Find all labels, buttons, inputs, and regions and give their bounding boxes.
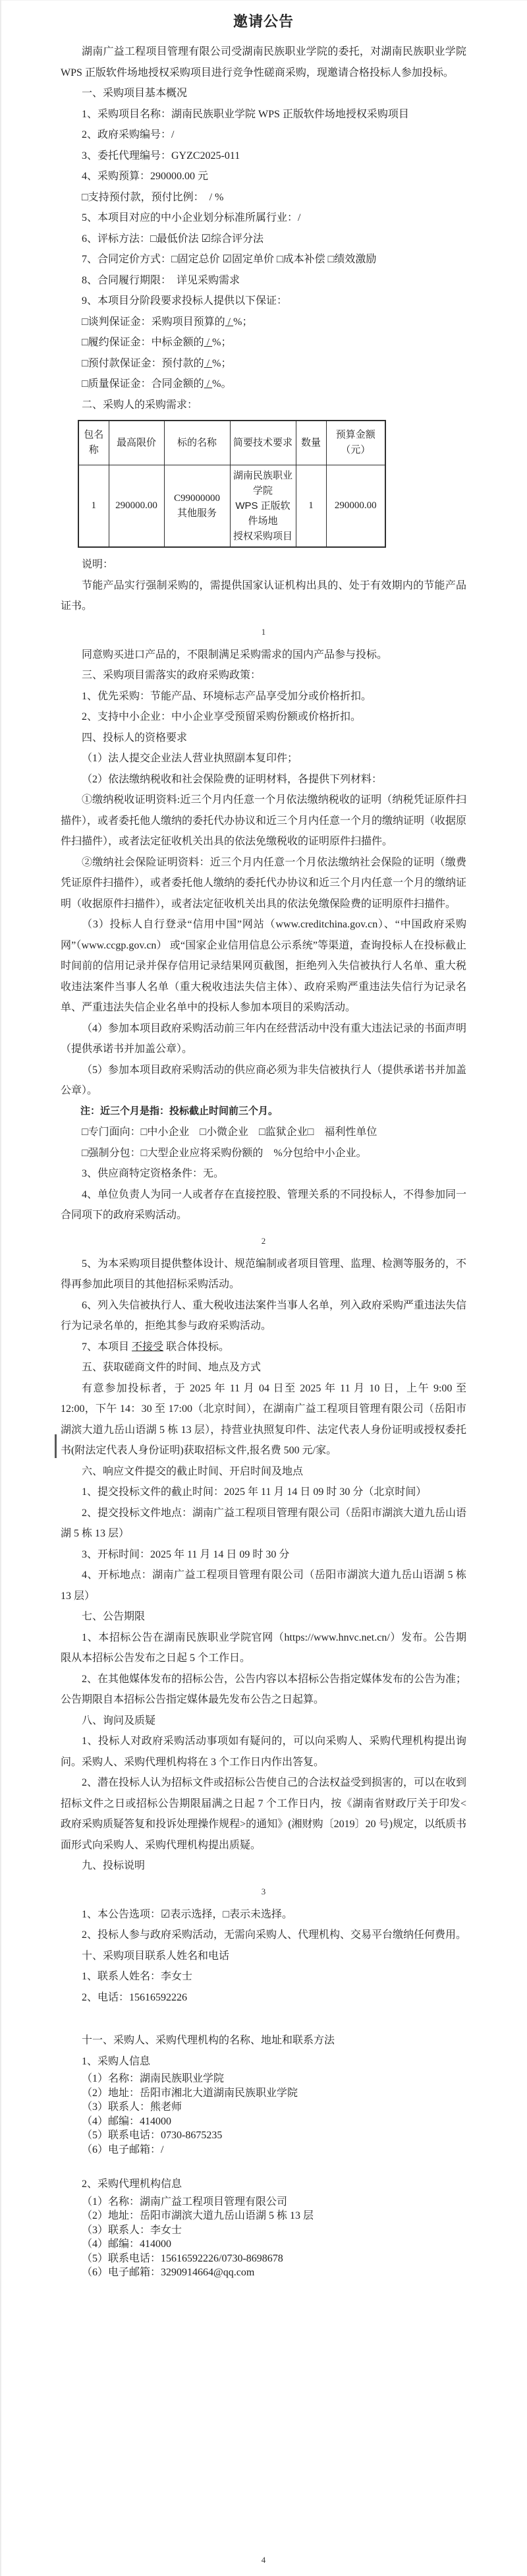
checkbox-line: □支持预付款，预付比例： / % [82,191,224,203]
paragraph [61,1337,466,1358]
paragraph: （6）电子邮箱：/ [82,2144,164,2155]
table-cell: C99000000 其他服务 [164,465,230,548]
paragraph: 2、潜在投标人认为招标文件或招标公告使自己的合法权益受到损害的，可以在收到招标文件之日或招标公告期限届满之日起 7 个工作日内，按《湖南省财政厅关于印发<政府采购质疑答复和投诉处理操作规程>的通知》(湘财购〔2019〕20 号)规定，以纸质书面形式向采购人、采购代理机构提出质疑。 [61,1777,467,1851]
text-run: □预付款保证金：预付款的 [82,357,204,369]
section-heading: 六、响应文件提交的截止时间、开启时间及地点 [82,1465,304,1477]
paragraph: 1、提交投标文件的截止时间：2025 年 11 月 14 日 09 时 30 分（北京时间） [82,1486,427,1498]
checkbox-line [61,353,466,374]
page-number: 3 [261,1886,266,1896]
paragraph: （2）地址：岳阳市湘北大道湖南民族职业学院 [82,2087,298,2099]
paragraph: 2、提交投标文件地点：湖南广益工程项目管理有限公司（岳阳市湖滨大道九岳山语湖 5 栋 13 层） [61,1507,467,1539]
paragraph: 2、电话：15616592226 [82,1991,188,2003]
paragraph: 4、单位负责人为同一人或者存在直接控股、管理关系的不同投标人，不得参加同一合同项下的政府采购活动。 [61,1188,467,1221]
table-header-cell: 标的名称 [164,421,230,465]
paragraph: （4）邮编：414000 [82,2115,172,2127]
text-run: %； [212,337,232,348]
underlined-text: 不接受 [132,1341,164,1353]
table-cell: 1 [296,465,326,548]
table-header-cell: 简要技术要求 [230,421,296,465]
paragraph: 5、为本采购项目提供整体设计、规范编制或者项目管理、监理、检测等服务的，不得再参加此项目的其他招标采购活动。 [61,1258,467,1290]
paragraph: 5、本项目对应的中小企业划分标准所属行业：/ [82,212,301,223]
paragraph: （2）依法缴纳税收和社会保险费的证明材料，各提供下列材料： [82,773,383,785]
paragraph: 1、优先采购：节能产品、环境标志产品享受加分或价格折扣。 [82,690,372,702]
underlined-text: / [225,316,234,328]
paragraph: 有意参加投标者，于 2025 年 11 月 04 日至 2025 年 11 月 10 日，上午 9:00 至 12:00，下午 14：30 至 17:00（北京时间），在湖南广益工程项目管理有限公司（岳阳市湖滨大道九岳山语湖 5 栋 13 层），持营业执照复印件、法定代表人身份证明或授权委托书(附法定代表人身份证明)获取招标文件,报名费 500 元/家。 [61,1378,466,1461]
paragraph: （5）参加本项目政府采购活动的供应商必须为非失信被执行人（提供承诺书并加盖公章）。 [61,1064,467,1096]
table-cell: 1 [78,465,109,548]
paragraph: 4、采购预算：290000.00 元 [82,171,209,182]
paragraph: ①缴纳税收证明资料:近三个月内任意一个月依法缴纳税收的证明（纳税凭证原件扫描件），或者委托他人缴纳的委托代办协议和近三个月内任意一个月的缴纳证明（收据原件扫描件），或者法定征收机关出具的依法免缴税收的证明原件扫描件。 [61,794,467,847]
paragraph: （6）电子邮箱：3290914664@qq.com [82,2267,255,2278]
checkbox-line: 7、合同定价方式：□固定总价 ☑固定单价 □成本补偿 □绩效激励 [82,254,377,265]
text-run: □谈判保证金：采购项目预算的 [82,316,225,328]
page-number: 4 [261,2555,266,2565]
paragraph: 1、联系人姓名：李女士 [82,1971,193,1982]
text-run: %； [212,357,232,369]
section-heading: 十一、采购人、采购代理机构的名称、地址和联系方法 [82,2035,335,2046]
checkbox-line [61,374,466,395]
paragraph: （5）联系电话：0730-8675235 [82,2130,223,2141]
paragraph: （1）名称：湖南民族职业学院 [82,2073,225,2084]
paragraph: ②缴纳社会保险证明资料：近三个月内任意一个月依法缴纳社会保险的证明（缴费凭证原件扫描件），或者委托他人缴纳的委托代办协议和近三个月内任意一个月的缴纳证明（收据原件扫描件），或者法定征收机关出具的依法免缴保险费的证明原件扫描件。 [61,856,467,910]
section-heading: 四、投标人的资格要求 [82,732,188,744]
paragraph: 3、供应商特定资格条件：无。 [82,1168,225,1179]
paragraph: 说明： [82,559,114,570]
table-header-cell: 最高限价 [109,421,164,465]
table-row [78,465,385,548]
section-heading: 十、采购项目联系人姓名和电话 [82,1950,230,1962]
text-run: □履约保证金：中标金额的 [82,337,204,348]
paragraph: 2、在其他媒体发布的招标公告，公告内容以本招标公告指定媒体发布的公告为准；公告期限自本招标公告指定媒体最先发布公告之日起算。 [61,1673,467,1705]
requirements-table [78,420,386,548]
table-header-cell: 数量 [296,421,326,465]
paragraph: 1、采购人信息 [82,2055,151,2067]
paragraph: （3）联系人：熊老师 [82,2101,182,2113]
section-heading: 三、采购项目需落实的政府采购政策： [82,670,262,681]
section-heading: 一、采购项目基本概况 [82,88,188,99]
paragraph: 2、采购代理机构信息 [82,2179,182,2190]
paragraph: 2、政府采购编号：/ [82,129,175,140]
underlined-text: / [204,378,213,390]
checkbox-line [61,312,466,333]
paragraph: （3）联系人：李女士 [82,2224,182,2236]
paragraph: 2、投标人参与政府采购活动，无需向采购人、代理机构、交易平台缴纳任何费用。 [82,1929,467,1941]
table-header-cell: 预算金额 （元） [326,421,385,465]
checkbox-line: □专门面向：□中小企业 □小微企业 □监狱企业□ 福利性单位 [82,1127,377,1138]
paragraph: （3）投标人自行登录“信用中国”网站（www.creditchina.gov.cn）、“中国政府采购网”（www.ccgp.gov.cn） 或“国家企业信用信息公示系统”等渠道，查询投标人在投标截止时间前的信用记录并保存信用记录结果网页截图，拒绝列入失信被执行人名单、重大税收违法案件当事人名单（重大税收违法失信主体）、政府采购严重违法失信行为记录名单、严重违法失信企业名单中的投标人参加本项目的采购活动。 [61,919,466,1013]
section-heading: 九、投标说明 [82,1860,146,1871]
section-heading: 八、询问及质疑 [82,1714,156,1726]
table-cell: 290000.00 [109,465,164,548]
paragraph: （5）联系电话：15616592226/0730-8698678 [82,2252,283,2264]
table-header-cell: 包名称 [78,421,109,465]
table-cell: 湖南民族职业学院 WPS 正版软件场地 授权采购项目 [230,465,296,548]
paragraph: 2、支持中小企业：中小企业享受预留采购份额或价格折扣。 [82,711,362,722]
checkbox-line: 6、评标方法：□最低价法 ☑综合评分法 [82,233,264,245]
paragraph: 3、委托代理编号：GYZC2025-011 [82,150,240,161]
paragraph: 1、本招标公告在湖南民族职业学院官网（https://www.hnvc.net.cn/）发布。公告期限从本招标公告发布之日起 5 个工作日。 [61,1631,466,1664]
text-run: 7、本项目 [82,1341,132,1353]
paragraph: （4）邮编：414000 [82,2239,172,2250]
paragraph: 9、本项目分阶段要求投标人提供以下保证： [82,295,288,307]
checkbox-line: 1、本公告选项：☑表示选择，□表示未选择。 [82,1908,293,1920]
revision-change-bar [55,1434,57,1458]
paragraph: 同意购买进口产品的，不限制满足采购需求的国内产品参与投标。 [82,649,388,660]
text-run: □质量保证金：合同金额的 [82,378,204,390]
paragraph: （1）名称：湖南广益工程项目管理有限公司 [82,2196,288,2208]
section-heading: 二、采购人的采购需求： [82,399,198,411]
paragraph: （1）法人提交企业法人营业执照副本复印件； [82,753,298,764]
spacer [61,2157,466,2174]
checkbox-line: □强制分包：□大型企业应将采购份额的 %分包给中小企业。 [82,1147,367,1159]
paragraph: 3、开标时间：2025 年 11 月 14 日 09 时 30 分 [82,1548,290,1560]
paragraph: 4、开标地点：湖南广益工程项目管理有限公司（岳阳市湖滨大道九岳山语湖 5 栋 13 层） [61,1569,466,1602]
text-run: 联合体投标。 [163,1341,230,1353]
page-number: 1 [261,626,266,637]
page-title: 邀请公告 [233,13,294,30]
paragraph: 1、投标人对政府采购活动事项如有疑问的，可以向采购人、采购代理机构提出询问。采购人、采购代理机构将在 3 个工作日内作出答复。 [61,1736,466,1768]
paragraph: （2）地址：岳阳市湖滨大道九岳山语湖 5 栋 13 层 [82,2210,314,2221]
paragraph: 8、合同履行期限： 详见采购需求 [82,274,240,286]
note-line: 注：近三个月是指：投标截止时间前三个月。 [80,1105,279,1117]
table-header-row [78,421,385,465]
underlined-text: / [204,337,213,348]
text-run: %； [233,316,253,328]
paragraph: 节能产品实行强制采购的，需提供国家认证机构出具的、处于有效期内的节能产品证书。 [61,579,466,612]
checkbox-line [61,332,466,353]
paragraph: 1、采购项目名称：湖南民族职业学院 WPS 正版软件场地授权采购项目 [82,108,409,120]
text-run: %。 [212,378,232,390]
underlined-text: / [204,357,213,369]
section-heading: 七、公告期限 [82,1611,146,1622]
page-number: 2 [261,1235,266,1246]
paragraph: （4）参加本项目政府采购活动前三年内在经营活动中没有重大违法记录的书面声明（提供承诺书并加盖公章）。 [61,1022,467,1055]
intro-paragraph: 湖南广益工程项目管理有限公司受湖南民族职业学院的委托，对湖南民族职业学院 WPS 正版软件场地授权采购项目进行竞争性磋商采购，现邀请合格投标人参加投标。 [61,46,466,78]
paragraph: 6、列入失信被执行人、重大税收违法案件当事人名单，列入政府采购严重违法失信行为记录名单的，拒绝其参与政府采购活动。 [61,1299,467,1332]
spacer [61,2008,466,2030]
section-heading: 五、获取磋商文件的时间、地点及方式 [82,1362,262,1373]
table-cell: 290000.00 [326,465,385,548]
